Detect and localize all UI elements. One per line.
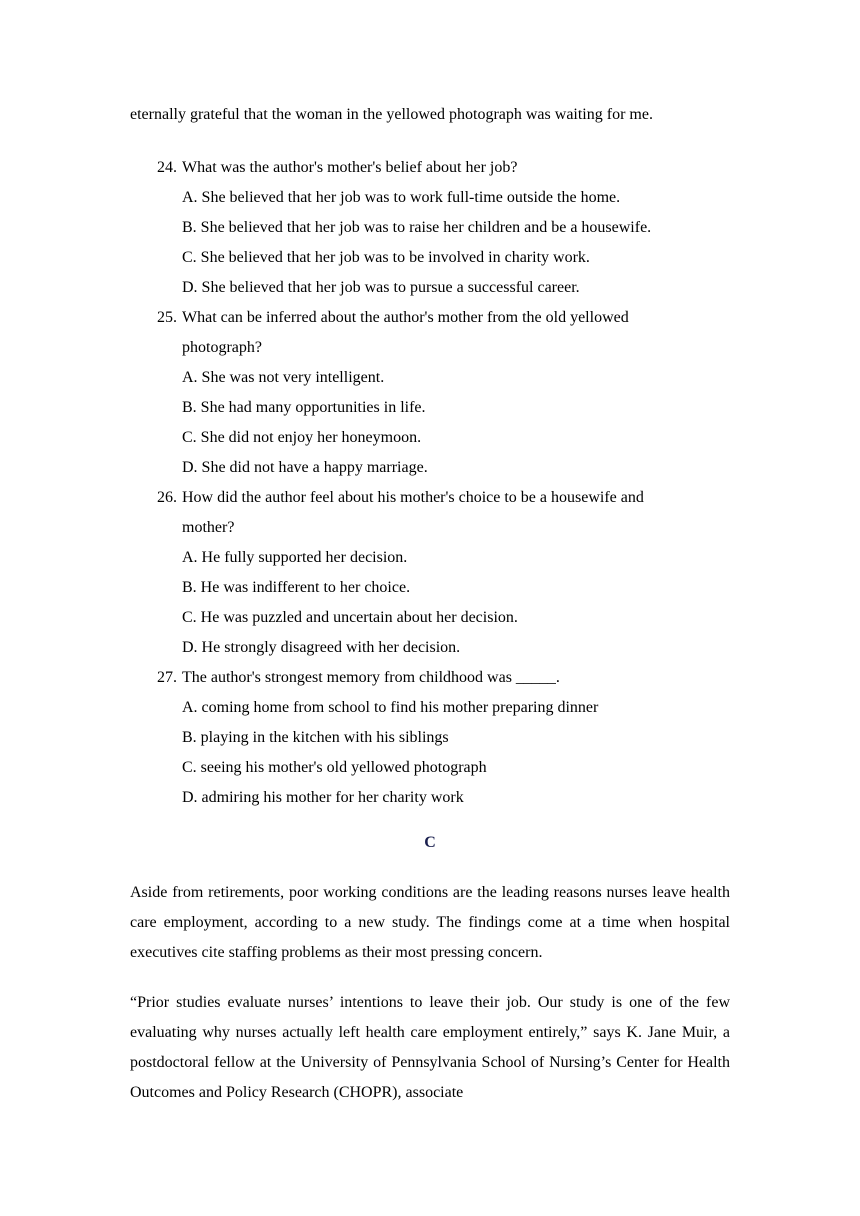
answer-option: D. admiring his mother for her charity work <box>182 789 464 806</box>
answer-option: C. seeing his mother's old yellowed photograph <box>182 759 487 776</box>
question-stem: How did the author feel about his mother's choice to be a housewife and <box>182 489 644 506</box>
question-list <box>157 153 757 813</box>
answer-option: A. He fully supported her decision. <box>182 549 408 566</box>
section-heading: C <box>424 834 436 851</box>
question-number: 24. <box>157 159 177 176</box>
question-item <box>157 153 757 303</box>
question-number: 25. <box>157 309 177 326</box>
question-number: 26. <box>157 489 177 506</box>
answer-option: A. She believed that her job was to work full-time outside the home. <box>182 189 621 206</box>
answer-option: A. coming home from school to find his mother preparing dinner <box>182 699 599 716</box>
question-stem: photograph? <box>182 339 262 356</box>
answer-option: C. She did not enjoy her honeymoon. <box>182 429 422 446</box>
question-stem: What was the author's mother's belief about her job? <box>182 159 518 176</box>
answer-option: D. She believed that her job was to pursue a successful career. <box>182 279 580 296</box>
question-stem: The author's strongest memory from childhood was _____. <box>182 669 560 686</box>
answer-option: B. He was indifferent to her choice. <box>182 579 411 596</box>
question-stem: What can be inferred about the author's mother from the old yellowed <box>182 309 629 326</box>
question-stem: mother? <box>182 519 235 536</box>
passage-paragraph: “Prior studies evaluate nurses’ intentions to leave their job. Our study is one of the few evaluating why nurses actually left health care employment entirely,” says K. Jane Muir, a postdoctoral fellow at the University of Pennsylvania School of Nursing’s Center for Health Outcomes and Policy Research (CHOPR), associate <box>130 994 730 1101</box>
answer-option: B. She believed that her job was to raise her children and be a housewife. <box>182 219 652 236</box>
answer-option: C. She believed that her job was to be involved in charity work. <box>182 249 590 266</box>
question-number: 27. <box>157 669 177 686</box>
answer-option: C. He was puzzled and uncertain about her decision. <box>182 609 518 626</box>
question-item <box>157 483 757 663</box>
question-item <box>157 663 757 813</box>
passage-continuation-line: eternally grateful that the woman in the yellowed photograph was waiting for me. <box>130 106 653 123</box>
answer-option: B. playing in the kitchen with his siblings <box>182 729 449 746</box>
answer-option: D. He strongly disagreed with her decision. <box>182 639 461 656</box>
answer-option: B. She had many opportunities in life. <box>182 399 426 416</box>
answer-option: A. She was not very intelligent. <box>182 369 385 386</box>
passage-paragraph: Aside from retirements, poor working conditions are the leading reasons nurses leave health care employment, according to a new study. The findings come at a time when hospital executives cite staffing problems as their most pressing concern. <box>130 884 730 961</box>
answer-option: D. She did not have a happy marriage. <box>182 459 428 476</box>
question-item <box>157 303 757 483</box>
